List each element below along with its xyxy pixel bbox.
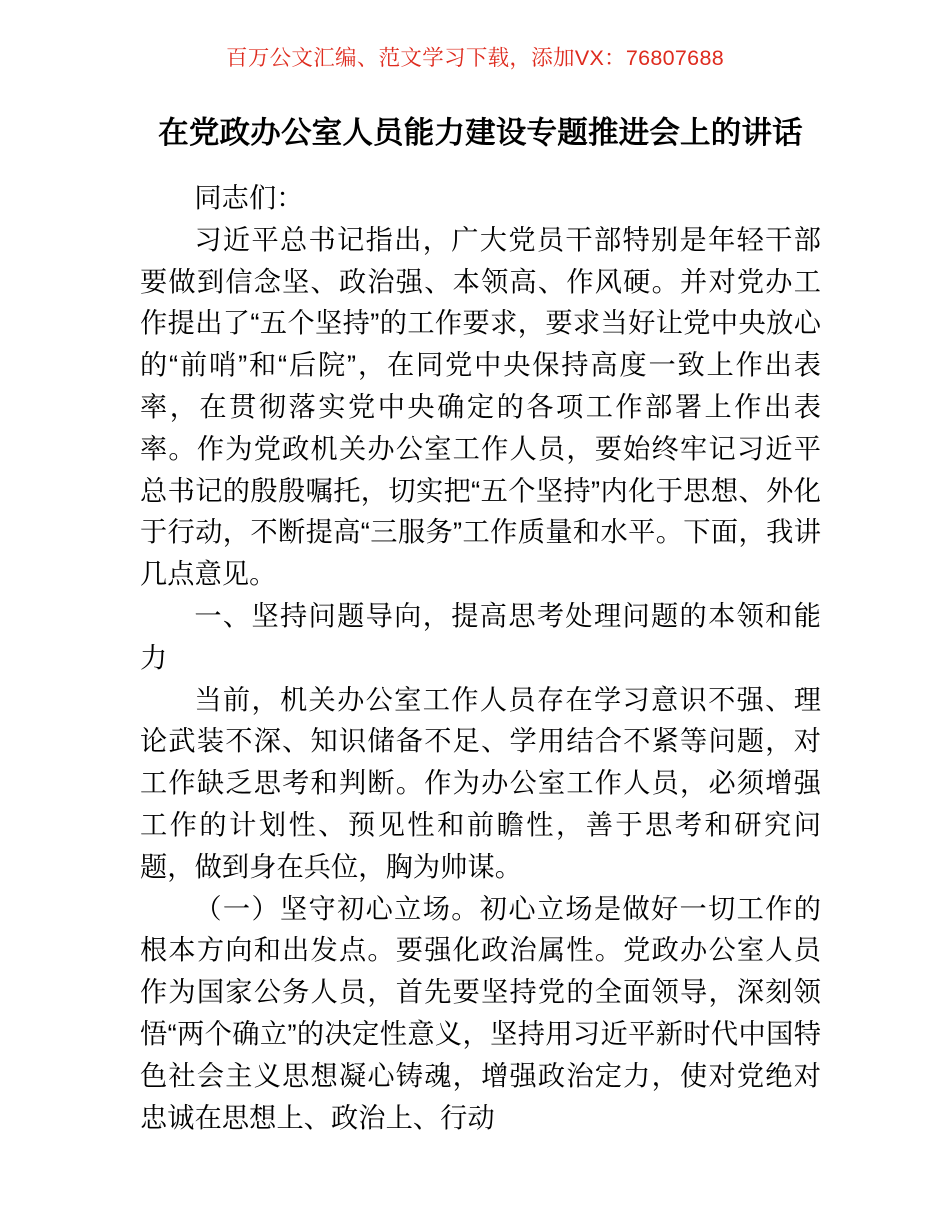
promo-banner bbox=[0, 48, 950, 70]
paragraph-intro-quote: 习近平总书记指出，广大党员干部特别是年轻干部要做到信念坚、政治强、本领高、作风硬。并对党办工作提出了“五个坚持”的工作要求，要求当好让党中央放心的“前哨”和“后院”，在同党中央保持高度一致上作出表率，在贯彻落实党中央确定的各项工作部署上作出表率。作为党政机关办公室工作人员，要始终牢记习近平总书记的殷殷嘱托，切实把“五个坚持”内化于思想、外化于行动，不断提高“三服务”工作质量和水平。下面，我讲几点意见。 bbox=[140, 223, 821, 590]
promo-banner-text: 百万公文汇编、范文学习下载，添加VX：76807688 bbox=[226, 46, 724, 70]
section-heading-one: 一、坚持问题导向，提高思考处理问题的本领和能力 bbox=[140, 599, 821, 673]
paragraph-subsection-one-one: （一）坚守初心立场。初心立场是做好一切工作的根本方向和出发点。要强化政治属性。党政办公室人员作为国家公务人员，首先要坚持党的全面领导，深刻领悟“两个确立”的决定性意义，坚持用习近平新时代中国特色社会主义思想凝心铸魂，增强政治定力，使对党绝对忠诚在思想上、政治上、行动 bbox=[140, 892, 821, 1133]
document-body bbox=[140, 112, 821, 1138]
paragraph-current-situation: 当前，机关办公室工作人员存在学习意识不强、理论武装不深、知识储备不足、学用结合不紧等问题，对工作缺乏思考和判断。作为办公室工作人员，必须增强工作的计划性、预见性和前瞻性，善于思考和研究问题，做到身在兵位，胸为帅谋。 bbox=[140, 683, 821, 882]
paragraph-salutation: 同志们： bbox=[194, 182, 304, 213]
document-title: 在党政办公室人员能力建设专题推进会上的讲话 bbox=[158, 116, 803, 150]
